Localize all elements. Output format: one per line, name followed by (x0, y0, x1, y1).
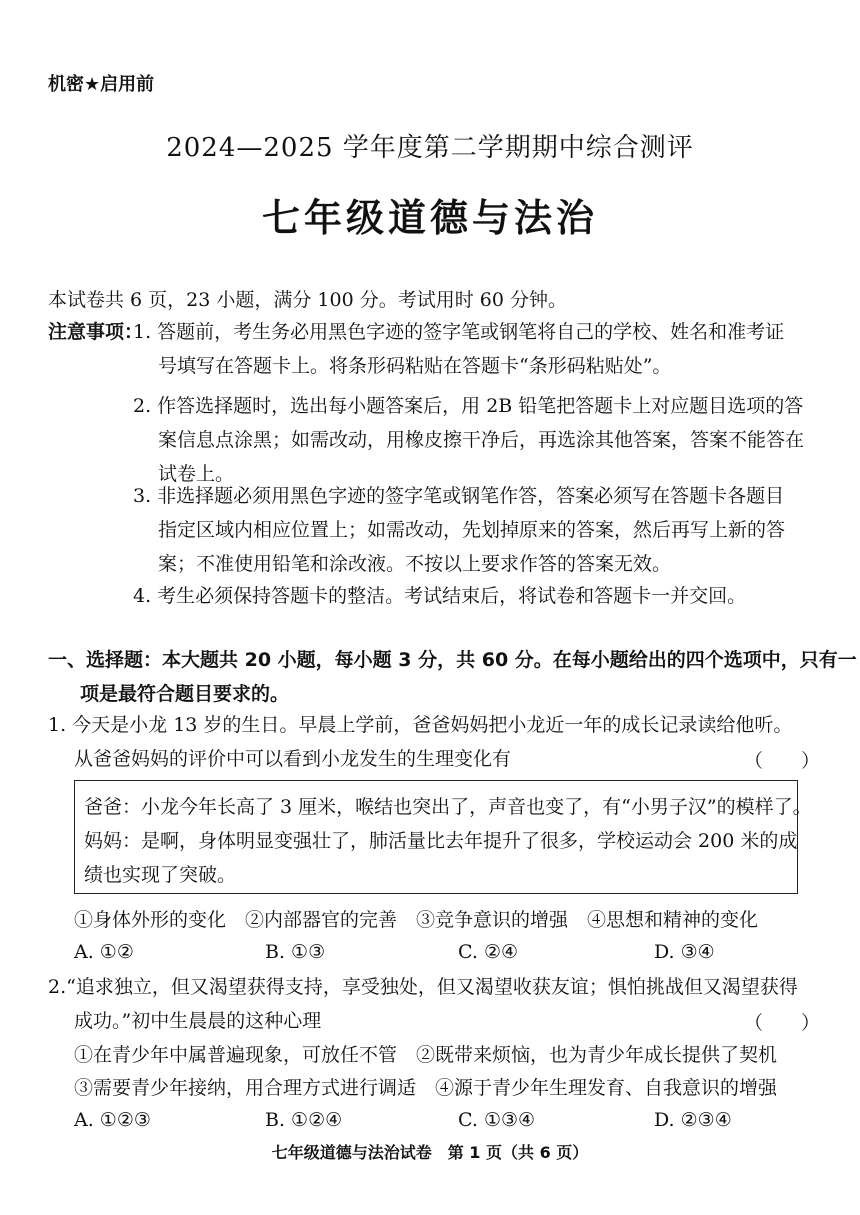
q1-stem-line-2: 从爸爸妈妈的评价中可以看到小龙发生的生理变化有 (74, 748, 512, 770)
notice-item-4: 4. 考生必须保持答题卡的整洁。考试结束后，将试卷和答题卡一并交回。 (133, 585, 747, 607)
q1-stem-line-1: 1. 今天是小龙 13 岁的生日。早晨上学前，爸爸妈妈把小龙近一年的成长记录读给他听。 (48, 714, 793, 736)
q2-option-a: A. ①②③ (74, 1109, 151, 1131)
q2-statement-line-2: ③需要青少年接纳，用合理方式进行调适 ④源于青少年生理发育、自我意识的增强 (74, 1077, 778, 1099)
q2-stem-line-1: 2.“追求独立，但又渴望获得支持，享受独处，但又渴望收获友谊；惧怕挑战但又渴望获得 (48, 976, 798, 998)
q2-stem-line-2: 成功。”初中生晨晨的这种心理 (74, 1010, 322, 1032)
exam-summary: 本试卷共 6 页，23 小题，满分 100 分。考试用时 60 分钟。 (48, 289, 567, 311)
q1-statements: ①身体外形的变化 ②内部器官的完善 ③竞争意识的增强 ④思想和精神的变化 (74, 909, 759, 931)
exam-title: 2024—2025 学年度第二学期期中综合测评 (166, 133, 694, 163)
q2-option-b: B. ①②④ (265, 1109, 343, 1131)
notice-item-3-line-3: 案；不准使用铅笔和涂改液。不按以上要求作答的答案无效。 (158, 553, 672, 575)
notice-item-1-line-1: 1. 答题前，考生务必用黑色字迹的签字笔或钢笔将自己的学校、姓名和准考证 (133, 321, 785, 343)
q1-answer-paren: （ ） (744, 750, 821, 772)
section1-heading-line-2: 项是最符合题目要求的。 (80, 683, 290, 705)
q1-option-a: A. ①② (74, 941, 134, 963)
page-footer: 七年级道德与法治试卷 第 1 页（共 6 页） (271, 1143, 589, 1162)
q1-dialogue-line-1: 爸爸：小龙今年长高了 3 厘米，喉结也突出了，声音也变了，有“小男子汉”的模样了。 (84, 796, 812, 818)
subject-title: 七年级道德与法治 (261, 196, 598, 240)
section1-heading-line-1: 一、选择题：本大题共 20 小题，每小题 3 分，共 60 分。在每小题给出的四个选项中，只有一 (48, 649, 857, 671)
q1-dialogue-line-2: 妈妈：是啊，身体明显变强壮了，肺活量比去年提升了很多，学校运动会 200 米的成 (84, 830, 798, 852)
notice-item-1-line-2: 号填写在答题卡上。将条形码粘贴在答题卡“条形码粘贴处”。 (158, 355, 672, 377)
q1-option-d: D. ③④ (654, 941, 715, 963)
q2-answer-paren: （ ） (744, 1012, 821, 1034)
q1-option-c: C. ②④ (458, 941, 519, 963)
q1-option-b: B. ①③ (265, 941, 326, 963)
q1-dialogue-line-3: 绩也实现了突破。 (84, 864, 237, 886)
notice-item-3-line-1: 3. 非选择题必须用黑色字迹的签字笔或钢笔作答，答案必须写在答题卡各题目 (133, 485, 785, 507)
q2-option-c: C. ①③④ (458, 1109, 536, 1131)
notice-label: 注意事项： (48, 321, 144, 343)
notice-item-2-line-1: 2. 作答选择题时，选出每小题答案后，用 2B 铅笔把答题卡上对应题目选项的答 (133, 395, 804, 417)
q2-statement-line-1: ①在青少年中属普遍现象，可放任不管 ②既带来烦恼，也为青少年成长提供了契机 (74, 1044, 778, 1066)
q2-option-d: D. ②③④ (654, 1109, 732, 1131)
notice-item-2-line-2: 案信息点涂黑；如需改动，用橡皮擦干净后，再选涂其他答案，答案不能答在 (158, 429, 805, 451)
notice-item-3-line-2: 指定区域内相应位置上；如需改动，先划掉原来的答案，然后再写上新的答 (158, 519, 786, 541)
notice-item-2-line-3: 试卷上。 (158, 463, 235, 485)
confidential-label: 机密★启用前 (48, 74, 155, 95)
